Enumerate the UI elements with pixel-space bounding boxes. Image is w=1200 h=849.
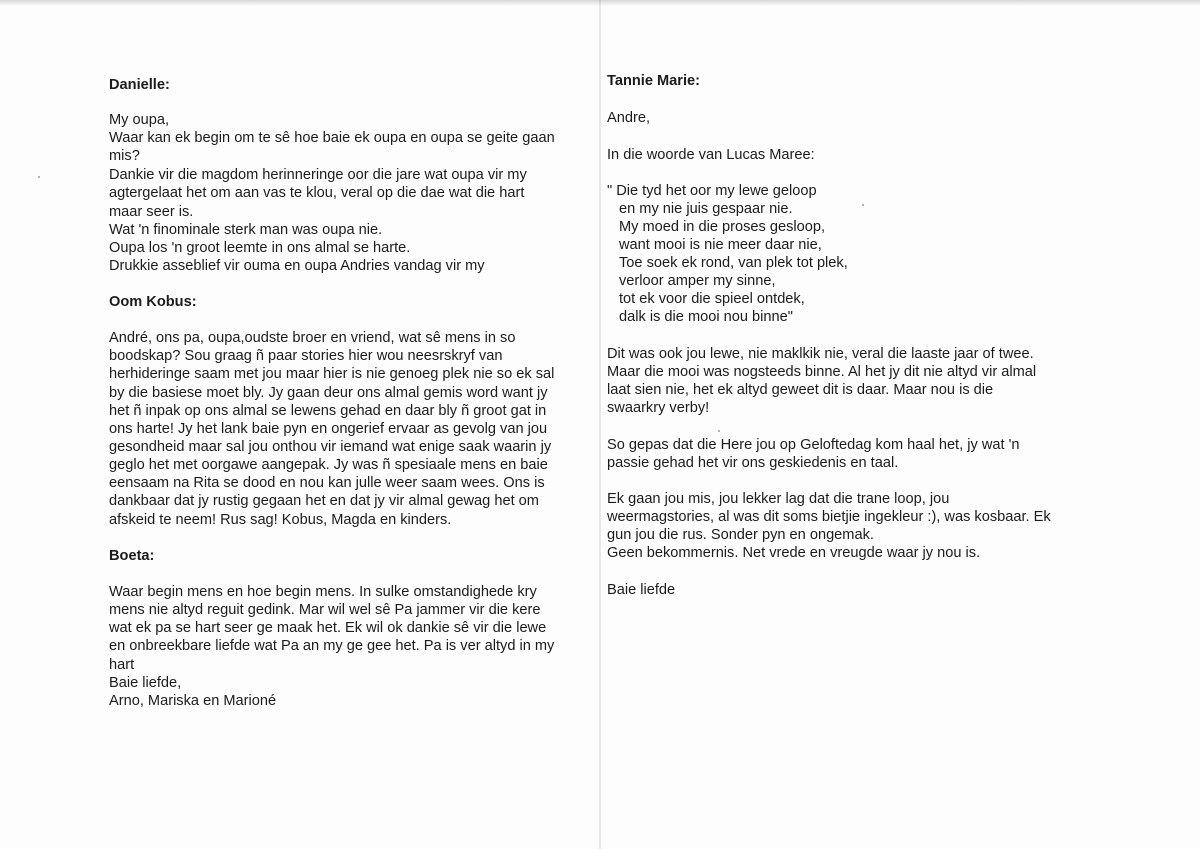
scan-speck bbox=[38, 176, 40, 178]
text-line: by die basiese moet bly. Jy gaan deur ons almal gemis word want jy bbox=[109, 385, 548, 401]
poem-line: want mooi is nie meer daar nie, bbox=[619, 237, 822, 253]
text-line: Dankie vir die magdom herinneringe oor die jare wat oupa vir my bbox=[109, 167, 527, 183]
text-line: agtergelaat het om aan vas te klou, veral op die dae wat die hart bbox=[109, 185, 525, 201]
text-line: swaarkry verby! bbox=[607, 400, 710, 416]
text-line: laat sien nie, het ek altyd geweet dit is daar. Maar nou is die bbox=[607, 382, 994, 398]
page-fold bbox=[599, 0, 601, 849]
text-line: Oupa los 'n groot leemte in ons almal se harte. bbox=[109, 240, 411, 256]
text-line: Waar kan ek begin om te sê hoe baie ek oupa en oupa se geite gaan bbox=[109, 130, 555, 146]
text-line: Ek gaan jou mis, jou lekker lag dat die trane loop, jou bbox=[607, 491, 950, 507]
scan-speck bbox=[862, 204, 864, 206]
text-line: herhideringe saam met jou maar hier is nie genoeg plek nie so ek sal bbox=[109, 366, 555, 382]
text-line: mis? bbox=[109, 148, 140, 164]
text-line: wat ek pa se hart seer ge maak het. Ek wil ok dankie sê vir die lewe bbox=[109, 620, 547, 636]
text-line: maar seer is. bbox=[109, 204, 194, 220]
text-line: My oupa, bbox=[109, 112, 170, 128]
text-line: Wat 'n finominale sterk man was oupa nie. bbox=[109, 222, 383, 238]
text-line: Waar begin mens en hoe begin mens. In sulke omstandighede kry bbox=[109, 584, 537, 600]
heading-danielle: Danielle: bbox=[109, 77, 170, 93]
text-line: hart bbox=[109, 657, 135, 673]
salutation: Andre, bbox=[607, 110, 650, 126]
text-line: André, ons pa, oupa,oudste broer en vriend, wat sê mens in so bbox=[109, 330, 516, 346]
text-line: gesondheid maar sal jou onthou vir iemand wat enige saak waarin jy bbox=[109, 439, 552, 455]
text-line: geglo het met oorgawe aangepak. Jy was ñ spesiaale mens en baie bbox=[109, 457, 548, 473]
poem-line: " Die tyd het oor my lewe geloop bbox=[607, 183, 817, 199]
text-line: weermagstories, al was dit soms bietjie ingekleur :), was kosbaar. Ek bbox=[607, 509, 1051, 525]
poem-line: tot ek voor die spieel ontdek, bbox=[619, 291, 805, 307]
scan-speck bbox=[718, 430, 720, 432]
poem-line: Toe soek ek rond, van plek tot plek, bbox=[619, 255, 848, 271]
text-line: Maar die mooi was nogsteeds binne. Al het jy dit nie altyd vir almal bbox=[607, 364, 1037, 380]
text-line: en onbreekbare liefde wat Pa an my ge gee het. Pa is ver altyd in my bbox=[109, 638, 555, 654]
heading-boeta: Boeta: bbox=[109, 548, 155, 564]
text-line: Baie liefde, bbox=[109, 675, 182, 691]
text-line: Drukkie asseblief vir ouma en oupa Andries vandag vir my bbox=[109, 258, 485, 274]
text-line: So gepas dat die Here jou op Geloftedag kom haal het, jy wat 'n bbox=[607, 437, 1020, 453]
text-line: gun jou die rus. Sonder pyn en ongemak. bbox=[607, 527, 874, 543]
closing: Baie liefde bbox=[607, 582, 676, 598]
text-line: passie gehad het vir ons geskiedenis en taal. bbox=[607, 455, 899, 471]
text-line: het ñ inpak op ons almal se lewens gehad en daar bly ñ groot gat in bbox=[109, 403, 547, 419]
poem-line: en my nie juis gespaar nie. bbox=[619, 201, 793, 217]
text-line: Arno, Mariska en Marioné bbox=[109, 693, 277, 709]
text-line: eensaam na Rita se dood en nou kan julle weer saam wees. Ons is bbox=[109, 475, 545, 491]
text-line: afskeid te neem! Rus sag! Kobus, Magda en kinders. bbox=[109, 512, 452, 528]
text-line: Dit was ook jou lewe, nie maklkik nie, veral die laaste jaar of twee. bbox=[607, 346, 1034, 362]
text-line: Geen bekommernis. Net vrede en vreugde waar jy nou is. bbox=[607, 545, 981, 561]
heading-kobus: Oom Kobus: bbox=[109, 294, 197, 310]
poem-line: verloor amper my sinne, bbox=[619, 273, 776, 289]
text-line: ons harte! Jy het lank baie pyn en ongerief ervaar as gevolg van jou bbox=[109, 421, 548, 437]
text-line: mens nie altyd reguit gedink. Mar wil wel sê Pa jammer vir die kere bbox=[109, 602, 541, 618]
text-line: boodskap? Sou graag ñ paar stories hier wou neesrskryf van bbox=[109, 348, 503, 364]
heading-tannie-marie: Tannie Marie: bbox=[607, 73, 700, 89]
text-line: dankbaar dat jy rustig gegaan het en dat jy vir almal gewag het om bbox=[109, 493, 539, 509]
poem-line: My moed in die proses gesloop, bbox=[619, 219, 826, 235]
poem-intro: In die woorde van Lucas Maree: bbox=[607, 147, 815, 163]
poem-line: dalk is die mooi nou binne" bbox=[619, 309, 793, 325]
